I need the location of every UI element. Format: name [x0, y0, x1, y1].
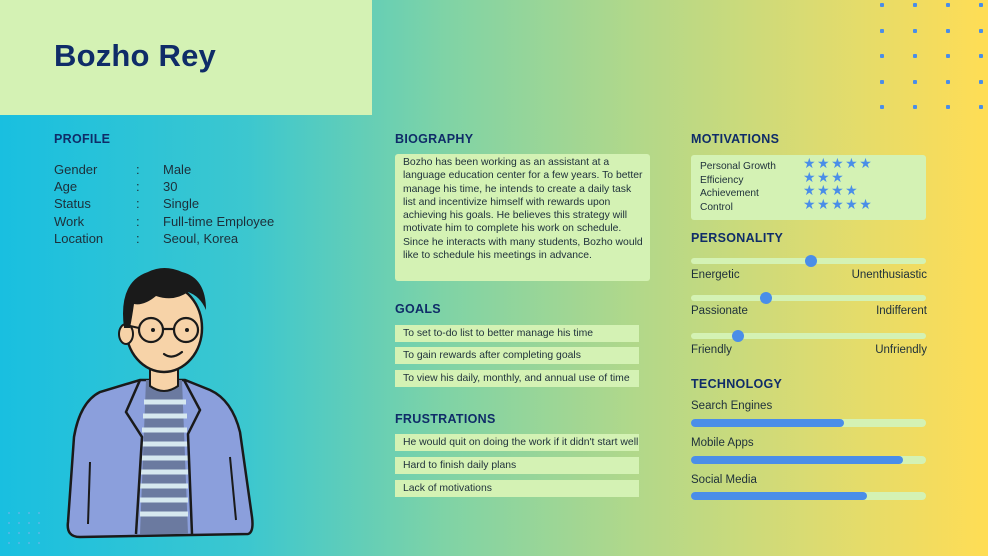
personality-title: PERSONALITY [691, 231, 784, 245]
personality-slider [691, 295, 926, 301]
slider-knob [760, 292, 772, 304]
trait-right-label: Unenthusiastic [851, 269, 927, 281]
profile-key: Gender [54, 162, 98, 177]
profile-sep: : [136, 179, 140, 195]
profile-sep: : [136, 213, 140, 229]
goals-title: GOALS [395, 302, 441, 316]
tech-bar-fill [691, 492, 867, 500]
trait-left-label: Energetic [691, 269, 740, 281]
decorative-dot [38, 542, 40, 544]
motivation-row [700, 182, 860, 200]
decorative-dot [913, 54, 917, 58]
frustration-item: He would quit on doing the work if it didn't start well [395, 434, 639, 451]
goal-item: To gain rewards after completing goals [395, 347, 639, 364]
profile-value: Single [163, 196, 200, 212]
decorative-dot [946, 3, 950, 7]
profile-value: 30 [163, 179, 178, 195]
profile-value: Full-time Employee [163, 213, 275, 229]
decorative-dot [18, 522, 20, 524]
frustrations-title: FRUSTRATIONS [395, 412, 496, 426]
decorative-dot [8, 522, 10, 524]
goal-item: To view his daily, monthly, and annual use of time [395, 370, 639, 387]
decorative-dot [880, 3, 884, 7]
star-rating: ★★★ [803, 168, 846, 185]
profile-key: Work [54, 213, 85, 229]
decorative-dot [913, 80, 917, 84]
decorative-dot [18, 542, 20, 544]
biography-text: Bozho has been working as an assistant at a language education center for a few years. To better manage his time, he intends to create a daily task list and incentivize himself with rewards upon achieving his goals. He believes this strategy will motivate him to complete his work on schedule. Since he interacts with many students, Bozho would like to schedule his meetings in advance. [395, 154, 650, 281]
profile-title: PROFILE [54, 132, 111, 146]
frustration-item: Lack of motivations [395, 480, 639, 497]
star-rating: ★★★★★ [803, 195, 874, 212]
personality-slider [691, 258, 926, 264]
profile-sep: : [136, 230, 140, 246]
decorative-dot [18, 532, 20, 534]
decorative-dot [979, 3, 983, 7]
decorative-dot [979, 105, 983, 109]
persona-avatar [60, 262, 260, 556]
tech-bar [691, 419, 926, 427]
goal-item: To set to-do list to better manage his time [395, 325, 639, 342]
decorative-dot [28, 542, 30, 544]
motivation-row [700, 155, 874, 173]
trait-right-label: Unfriendly [875, 344, 927, 356]
profile-key: Age [54, 179, 78, 195]
slider-knob [805, 255, 817, 267]
slider-knob [732, 330, 744, 342]
tech-label: Search Engines [691, 400, 773, 412]
tech-bar-fill [691, 456, 903, 464]
biography-title: BIOGRAPHY [395, 132, 474, 146]
trait-left-label: Friendly [691, 344, 732, 356]
decorative-dot [946, 80, 950, 84]
decorative-dot [880, 54, 884, 58]
decorative-dot [946, 54, 950, 58]
decorative-dot [8, 512, 10, 514]
decorative-dot [8, 532, 10, 534]
decorative-dot [880, 29, 884, 33]
decorative-dot-grid [880, 3, 980, 109]
decorative-dot [38, 522, 40, 524]
decorative-dot [8, 542, 10, 544]
decorative-dot [979, 54, 983, 58]
decorative-dot [913, 29, 917, 33]
tech-bar [691, 492, 926, 500]
personality-slider [691, 333, 926, 339]
decorative-dot [38, 512, 40, 514]
profile-value: Male [163, 162, 192, 177]
star-rating: ★★★★★ [803, 155, 874, 171]
decorative-dot [38, 532, 40, 534]
motivation-label: Control [700, 201, 733, 213]
decorative-dot [913, 105, 917, 109]
decorative-dot [28, 522, 30, 524]
tech-label: Mobile Apps [691, 437, 754, 449]
tech-bar-fill [691, 419, 844, 427]
decorative-dot [18, 512, 20, 514]
profile-value: Seoul, Korea [163, 230, 239, 246]
decorative-dot [28, 532, 30, 534]
persona-name: Bozho Rey [54, 38, 216, 73]
decorative-dot [28, 512, 30, 514]
profile-key: Status [54, 196, 91, 212]
tech-bar [691, 456, 926, 464]
tech-label: Social Media [691, 474, 757, 486]
star-rating: ★★★★ [803, 182, 860, 198]
decorative-dot [979, 80, 983, 84]
motivation-label: Personal Growth [700, 161, 776, 172]
motivations-title: MOTIVATIONS [691, 132, 780, 146]
profile-sep: : [136, 162, 140, 177]
motivation-label: Efficiency [700, 174, 744, 186]
decorative-dots [8, 512, 48, 552]
profile-key: Location [54, 230, 104, 246]
decorative-dot [979, 29, 983, 33]
profile-sep: : [136, 196, 140, 212]
decorative-dot [880, 105, 884, 109]
technology-title: TECHNOLOGY [691, 377, 783, 391]
motivation-label: Achievement [700, 188, 759, 199]
motivation-row [700, 168, 846, 187]
decorative-dot [946, 29, 950, 33]
frustration-item: Hard to finish daily plans [395, 457, 639, 474]
trait-left-label: Passionate [691, 305, 748, 317]
decorative-dot [913, 3, 917, 7]
decorative-dot [946, 105, 950, 109]
motivations-card [691, 155, 926, 220]
decorative-dot [880, 80, 884, 84]
trait-right-label: Indifferent [876, 305, 927, 317]
motivation-row [700, 195, 874, 214]
